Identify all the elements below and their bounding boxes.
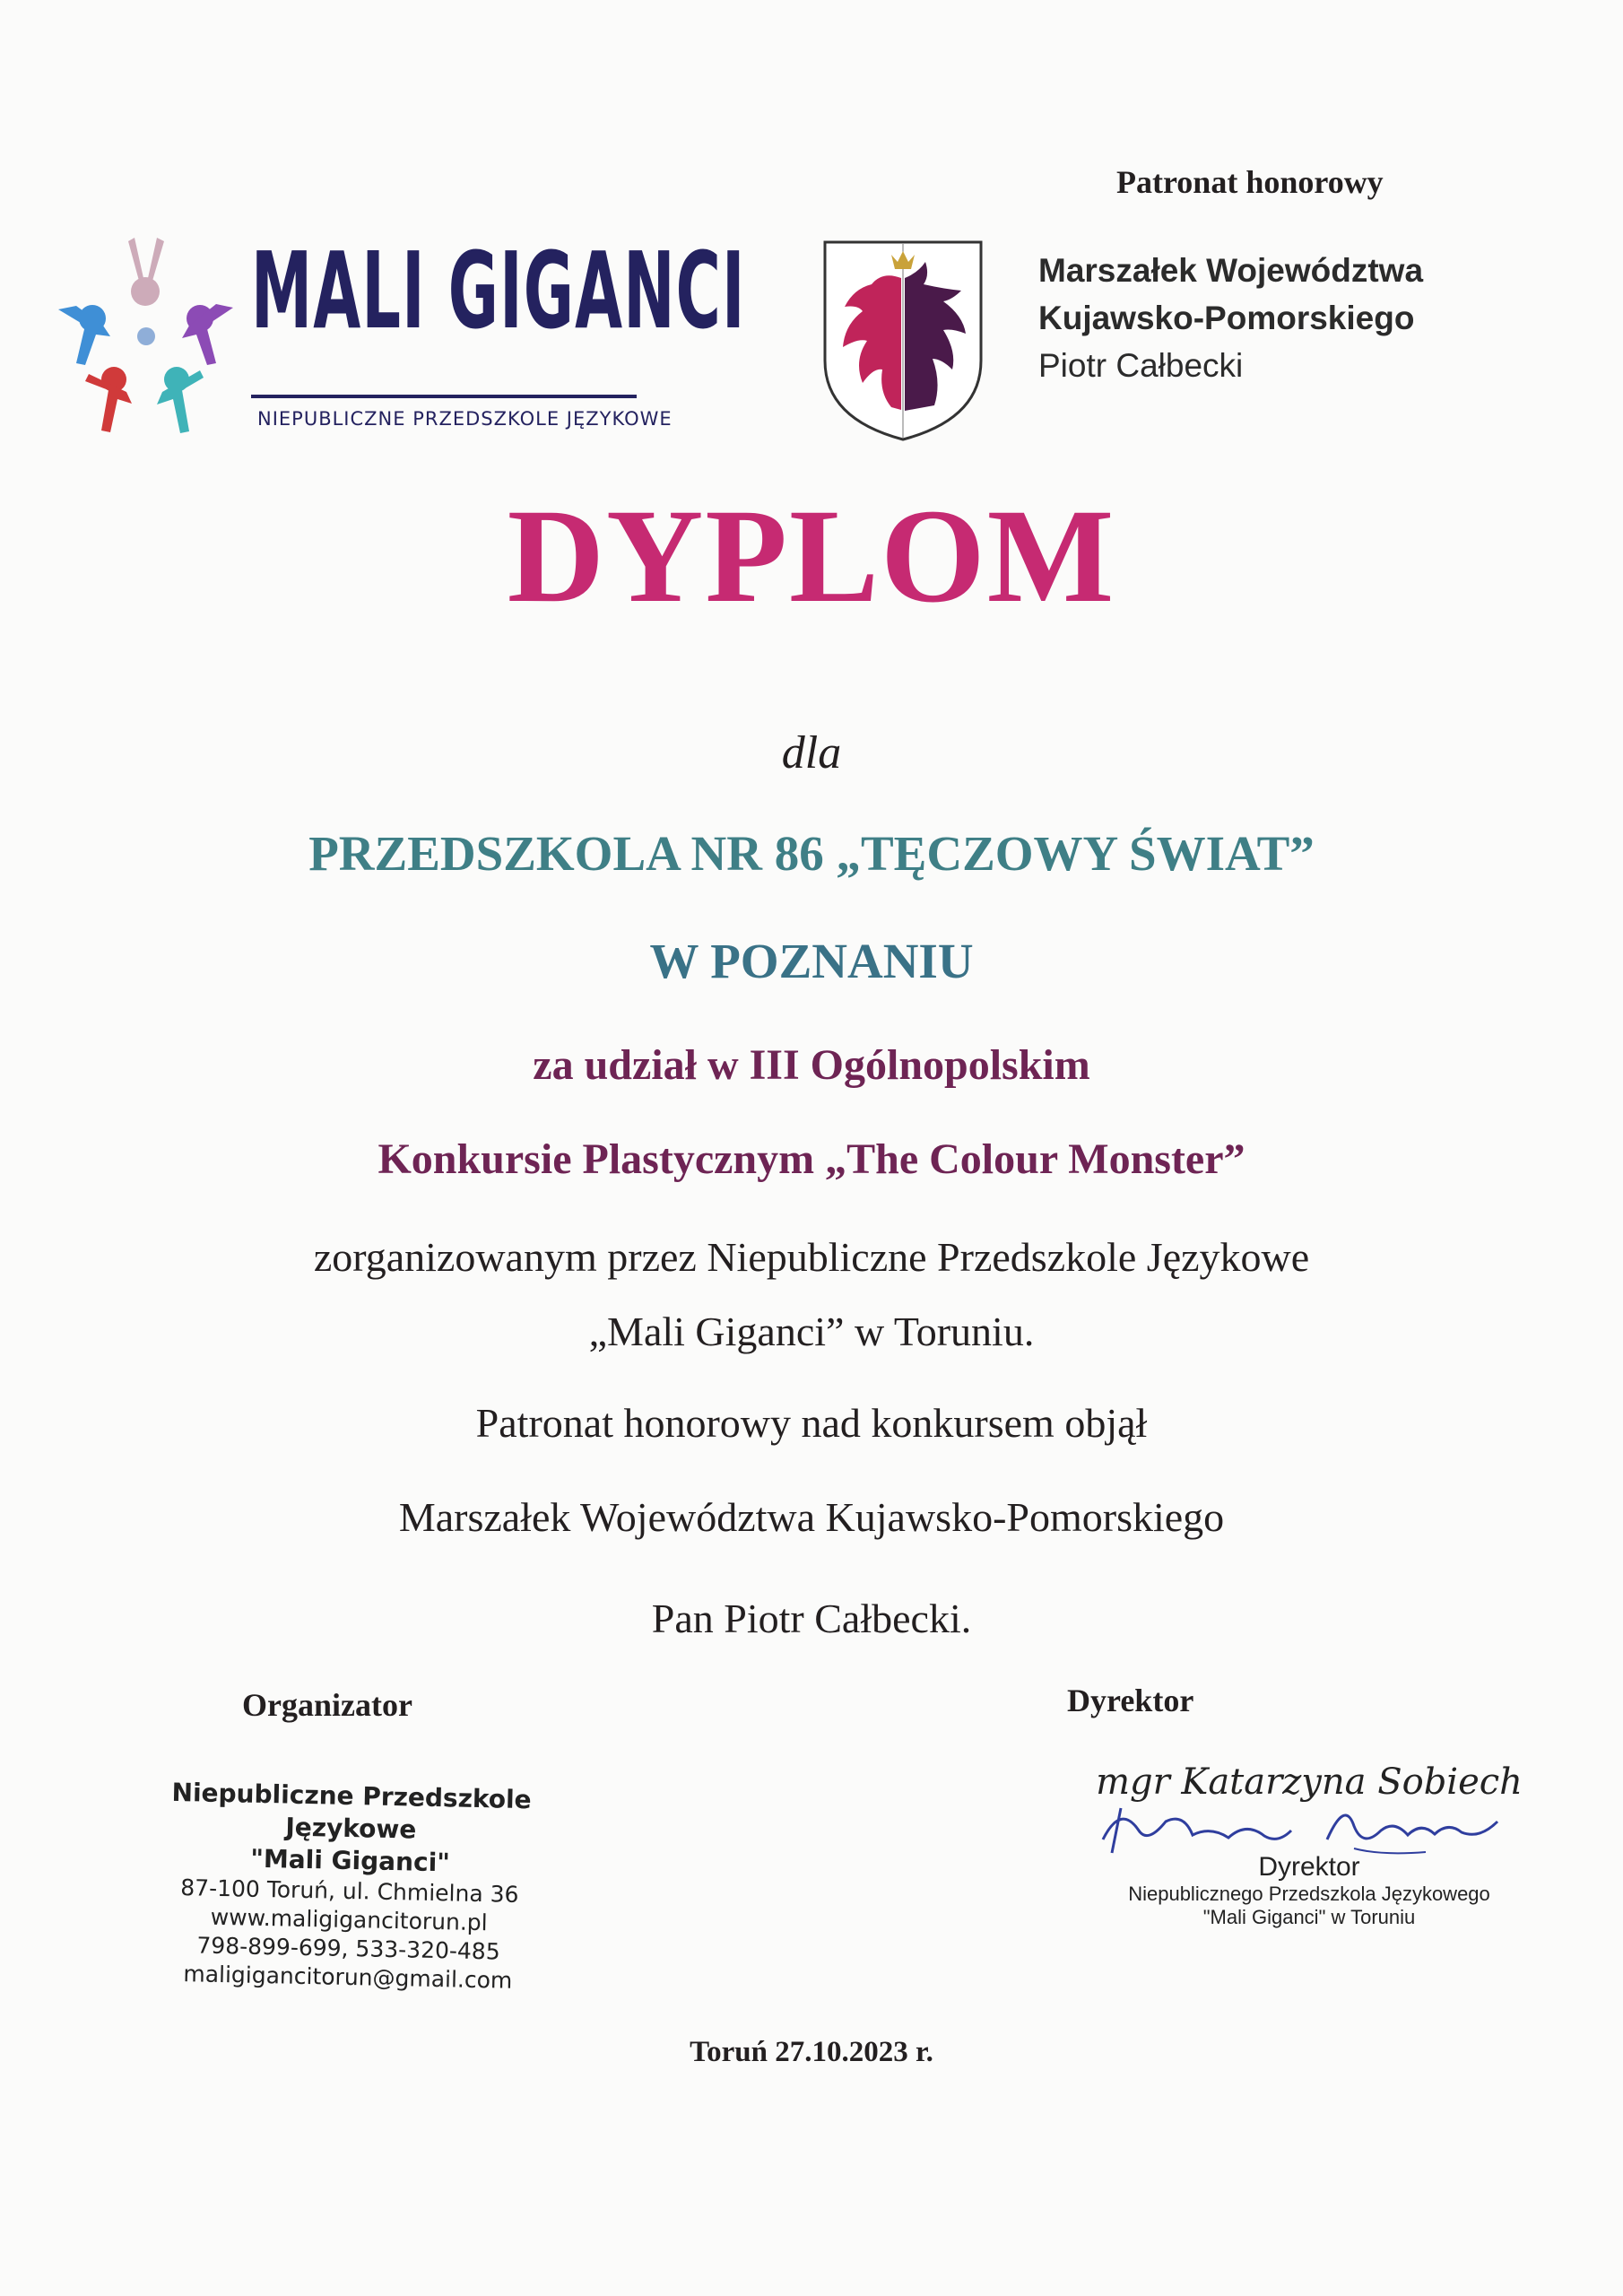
mali-giganci-logo — [49, 229, 746, 444]
body-line-1: zorganizowanym przez Niepubliczne Przedszkole Językowe — [313, 1234, 1310, 1280]
organizer-heading: Organizator — [242, 1687, 412, 1723]
diploma-title: DYPLOM — [507, 482, 1116, 631]
stamp-email: maligigancitorun@gmail.com — [183, 1961, 513, 1994]
children-figures-icon — [49, 229, 242, 444]
organizer-stamp — [106, 1775, 595, 1996]
director-name: mgr Katarzyna Sobiech — [1096, 1761, 1523, 1803]
stamp-school-brand: "Mali Giganci" — [250, 1843, 451, 1878]
recipient-line-1: PRZEDSZKOLA NR 86 „TĘCZOWY ŚWIAT” — [308, 826, 1315, 881]
stamp-school-name: Niepubliczne Przedszkole Językowe — [171, 1777, 532, 1845]
logo-divider — [251, 395, 637, 398]
patron-line-2: Kujawsko-Pomorskiego — [1038, 300, 1415, 336]
body-line-4: Marszałek Województwa Kujawsko-Pomorskiego — [398, 1494, 1225, 1540]
coat-of-arms-icon — [818, 235, 988, 446]
patron-line-3: Piotr Całbecki — [1038, 347, 1244, 384]
logo-wordmark: MALI GIGANCI — [251, 229, 746, 352]
body-line-5: Pan Piotr Całbecki. — [651, 1596, 972, 1641]
director-stamp — [1085, 1762, 1533, 1929]
patronat-heading: Patronat honorowy — [1116, 164, 1384, 200]
dla-text: dla — [781, 727, 842, 778]
body-line-3: Patronat honorowy nad konkursem objął — [475, 1400, 1148, 1446]
stamp-address: 87-100 Toruń, ul. Chmielna 36 — [180, 1874, 519, 1908]
patron-block — [1038, 247, 1423, 389]
director-school-line-2: "Mali Giganci" w Toruniu — [1202, 1906, 1416, 1928]
director-title: Dyrektor — [1258, 1852, 1360, 1882]
logo-subtitle: NIEPUBLICZNE PRZEDSZKOLE JĘZYKOWE — [257, 408, 673, 430]
recipient-line-2: W POZNANIU — [649, 934, 974, 988]
reason-line-1: za udział w III Ogólnopolskim — [533, 1041, 1090, 1089]
body-line-2: „Mali Giganci” w Toruniu. — [588, 1309, 1035, 1354]
director-school-line-1: Niepublicznego Przedszkola Językowego — [1128, 1883, 1490, 1905]
patron-line-1: Marszałek Województwa — [1038, 252, 1424, 289]
reason-line-2: Konkursie Plastycznym „The Colour Monster” — [378, 1135, 1245, 1183]
stamp-phones: 798-899-699, 533-320-485 — [196, 1932, 500, 1965]
handwritten-signature-icon — [1085, 1795, 1533, 1857]
issue-date: Toruń 27.10.2023 r. — [690, 2036, 933, 2068]
stamp-website: www.maligigancitorun.pl — [210, 1903, 488, 1936]
director-heading: Dyrektor — [1067, 1683, 1194, 1718]
